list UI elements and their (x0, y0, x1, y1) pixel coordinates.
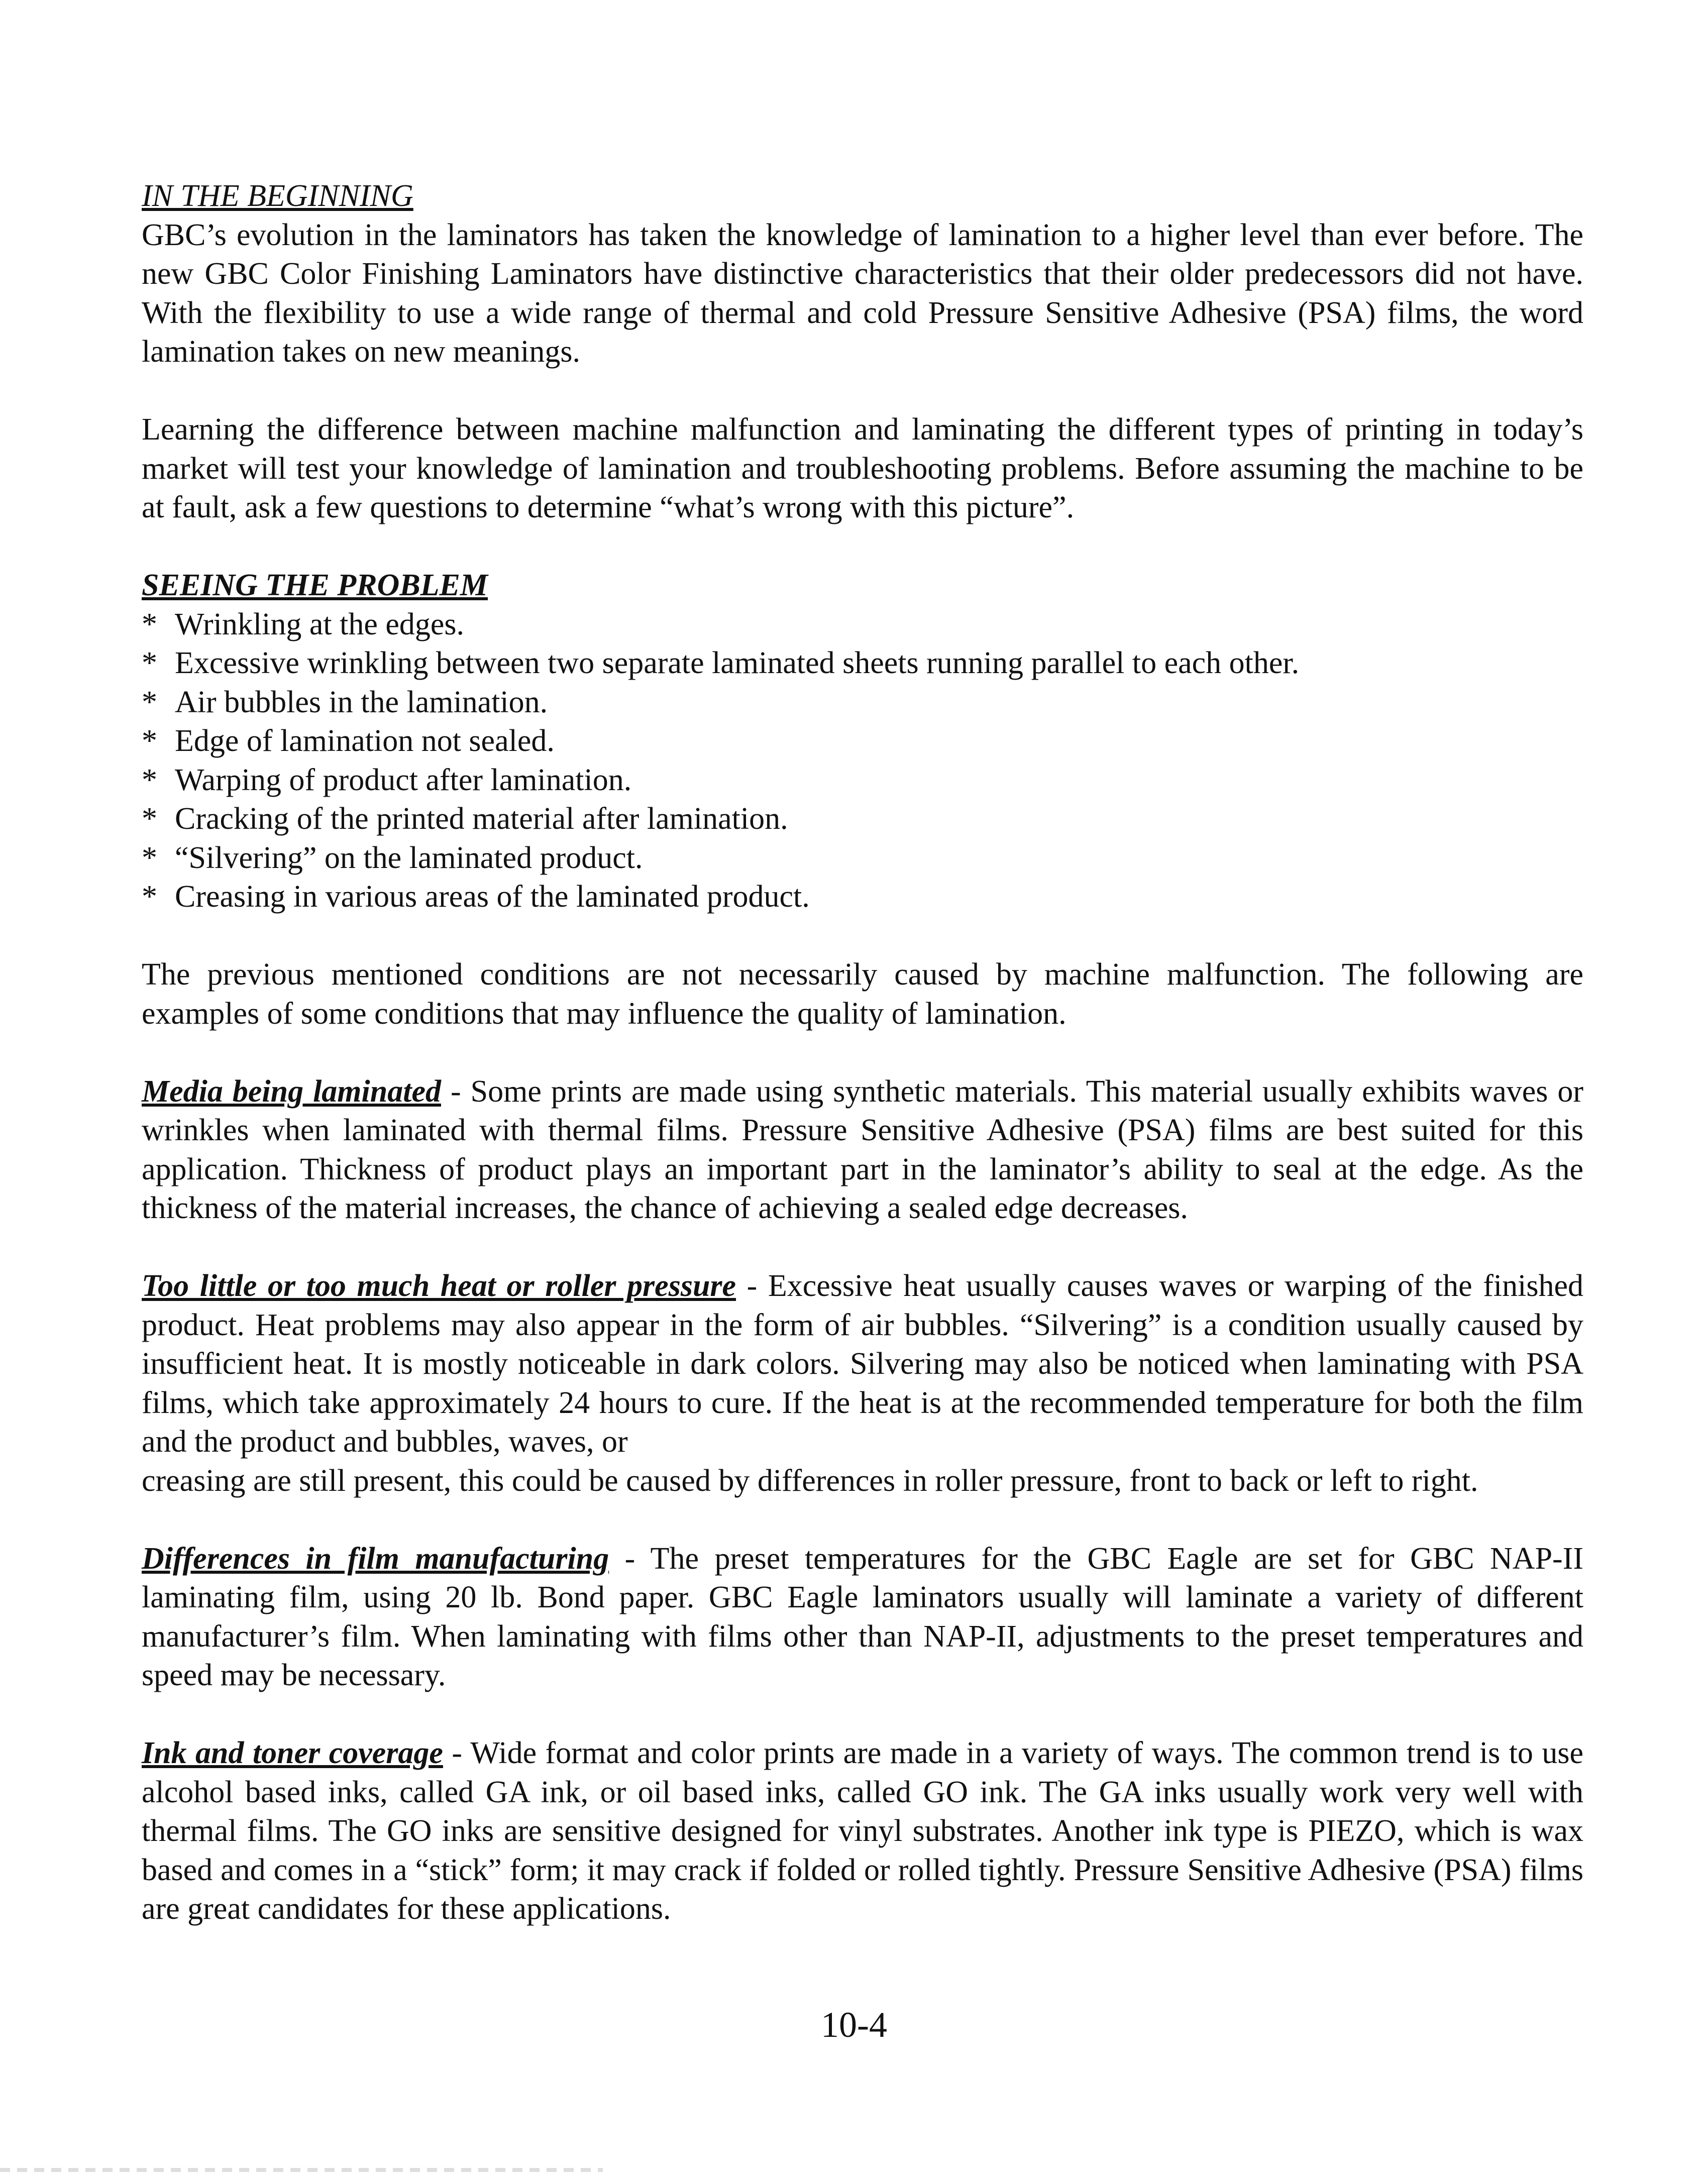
film-paragraph (142, 1540, 1583, 1695)
media-lead-heading: Media being laminated (142, 1074, 441, 1109)
bullet-asterisk: * (142, 762, 157, 797)
list-item: * Wrinkling at the edges. (142, 605, 1583, 644)
bullet-asterisk: * (142, 880, 157, 914)
heat-paragraph (142, 1267, 1583, 1462)
list-item: * Air bubbles in the lamination. (142, 683, 1583, 722)
footer-scan-mark (0, 2168, 603, 2172)
media-text: - Some prints are made using synthetic materials. This material usually exhibits waves or wrinkles when laminated with thermal films. Pressure Sensitive Adhesive (PSA) films are best suited for this application. Thickness of product plays an important part in the laminator’s ability to seal at the edge. As the thickness of the material increases, the chance of achieving a sealed edge decreases. (142, 1074, 1583, 1225)
list-item: * Cracking of the printed material after lamination. (142, 800, 1583, 839)
media-paragraph (142, 1072, 1583, 1228)
list-item: * Excessive wrinkling between two separate laminated sheets running parallel to each other. (142, 644, 1583, 683)
bullet-asterisk: * (142, 840, 157, 875)
heat-paragraph-continued: creasing are still present, this could be caused by differences in roller pressure, front to back or left to right. (142, 1463, 1478, 1498)
list-item: * Warping of product after lamination. (142, 761, 1583, 800)
heat-lead-heading: Too little or too much heat or roller pressure (142, 1269, 736, 1303)
page-number: 10-4 (821, 2005, 887, 2045)
bullet-asterisk: * (142, 802, 157, 836)
ink-lead-heading: Ink and toner coverage (142, 1736, 443, 1770)
heat-text: - Excessive heat usually causes waves or warping of the finished product. Heat problems may also appear in the form of air bubbles. “Silvering” is a condition usually caused by insufficient heat. It is mostly noticeable in dark colors. Silvering may also be noticed when laminating with PSA films, which take approximately 24 hours to cure. If the heat is at the recommended temperature for both the film and the product and bubbles, waves, or (142, 1269, 1583, 1459)
bullet-asterisk: * (142, 685, 157, 719)
problem-list (142, 605, 1583, 917)
bullet-asterisk: * (142, 607, 157, 641)
section-heading-beginning: IN THE BEGINNING (142, 179, 413, 213)
film-lead-heading: Differences in film manufacturing (142, 1541, 609, 1576)
beginning-paragraph-2: Learning the difference between machine malfunction and laminating the different types of printing in today’s market will test your knowledge of lamination and troubleshooting problems. Before assuming the machine to be at fault, ask a few questions to determine “what’s wrong with this picture”. (142, 412, 1583, 524)
list-item: * Creasing in various areas of the laminated product. (142, 878, 1583, 917)
document-page (142, 177, 1583, 1929)
bullet-asterisk: * (142, 646, 157, 680)
section-heading-problem: SEEING THE PROBLEM (142, 568, 488, 602)
ink-text: - Wide format and color prints are made in a variety of ways. The common trend is to use alcohol based inks, called GA ink, or oil based inks, called GO ink. The GA inks usually work very well with thermal films. The GO inks are sensitive designed for vinyl substrates. Another ink type is PIEZO, which is wax based and comes in a “stick” form; it may crack if folded or rolled tightly. Pressure Sensitive Adhesive (PSA) films are great candidates for these applications. (142, 1736, 1584, 1926)
beginning-paragraph-1: GBC’s evolution in the laminators has taken the knowledge of lamination to a higher level than ever before. The new GBC Color Finishing Laminators have distinctive characteristics that their older predecessors did not have. With the flexibility to use a wide range of thermal and cold Pressure Sensitive Adhesive (PSA) films, the word lamination takes on new meanings. (142, 217, 1583, 369)
section-seeing-the-problem (142, 566, 1583, 1033)
bullet-asterisk: * (142, 724, 157, 758)
section-in-the-beginning (142, 177, 1583, 527)
list-item: * Edge of lamination not sealed. (142, 722, 1583, 761)
list-item: * “Silvering” on the laminated product. (142, 839, 1583, 878)
ink-paragraph (142, 1734, 1583, 1929)
film-text: - The preset temperatures for the GBC Eagle are set for GBC NAP-II laminating film, using 20 lb. Bond paper. GBC Eagle laminators usually will laminate a variety of different manufacturer’s film. When laminating with films other than NAP-II, adjustments to the preset temperatures and speed may be necessary. (142, 1541, 1583, 1692)
problem-followup-paragraph: The previous mentioned conditions are not necessarily caused by machine malfunction. The following are examples of some conditions that may influence the quality of lamination. (142, 957, 1583, 1031)
